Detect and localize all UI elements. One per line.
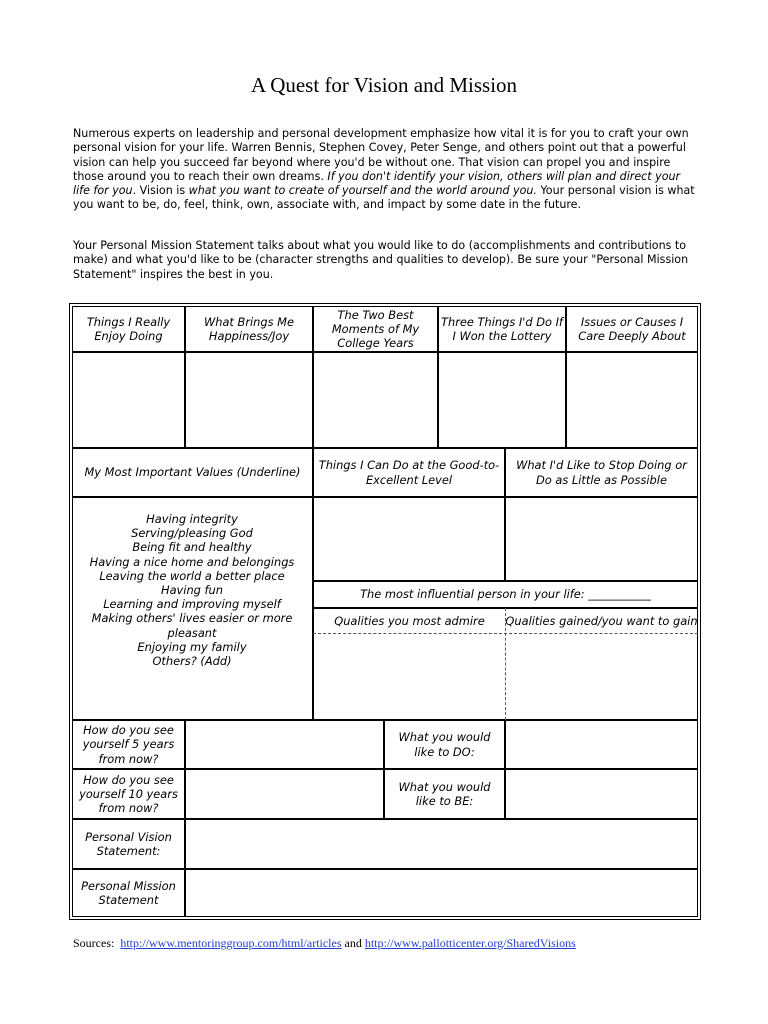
header-college-moments: The Two Best Moments of My College Years — [313, 306, 438, 352]
value-item: Making others' lives easier or more — [91, 611, 293, 626]
like-to-be-answer[interactable] — [505, 769, 698, 819]
like-to-do-label: What you would like to DO: — [384, 720, 505, 769]
value-item: Enjoying my family — [137, 639, 247, 654]
intro-text-b: . Vision is — [132, 184, 189, 198]
mission-statement-label: Personal Mission Statement — [72, 869, 185, 917]
sources-line — [73, 936, 576, 951]
vision-statement-label: Personal Vision Statement: — [72, 819, 185, 869]
qualities-admire-label: Qualities you most admire — [334, 613, 485, 628]
vision-statement-answer[interactable] — [185, 819, 698, 869]
intro-paragraph-vision — [73, 127, 697, 213]
value-item: Having a nice home and belongings — [89, 554, 295, 569]
sources-label: Sources: — [73, 936, 115, 950]
five-years-answer[interactable] — [185, 720, 384, 769]
intro-text-c: Your personal vision is what you want to be, do, feel, think, own, associate with, and impact by some date in the future. — [73, 184, 695, 212]
influential-person-line[interactable]: The most influential person in your life: ___________ — [313, 581, 698, 608]
value-item: Serving/pleasing God — [131, 526, 253, 541]
value-item: Having fun — [161, 583, 223, 598]
intro-text-a: Numerous experts on leadership and personal development emphasize how vital it is for you to craft your own personal vision for your life. Warren Bennis, Stephen Covey, Peter Senge, and others point out that a powerful vision can help you succeed far beyond where you'd be without one. That vision can propel you and inspire those around you to reach their own dreams. — [73, 127, 689, 183]
source-link-pallotti[interactable]: http://www.pallotticenter.org/SharedVisions — [364, 936, 576, 950]
header-good-level: Things I Can Do at the Good-to-Excellent Level — [313, 448, 505, 497]
answer-college-moments[interactable] — [313, 352, 438, 448]
ten-years-label: How do you see yourself 10 years from now? — [72, 769, 185, 819]
qualities-column-divider — [505, 608, 506, 720]
value-item: pleasant — [167, 625, 217, 640]
like-to-do-answer[interactable] — [505, 720, 698, 769]
five-years-label: How do you see yourself 5 years from now? — [72, 720, 185, 769]
answer-good-level[interactable] — [313, 497, 505, 581]
value-item: Learning and improving myself — [103, 597, 281, 612]
qualities-gained-label: Qualities gained/you want to gain — [505, 613, 698, 628]
sources-and: and — [344, 936, 362, 950]
intro-italic-a: If you don't identify your vision, others will plan and direct your life for you — [73, 169, 681, 198]
ten-years-answer[interactable] — [185, 769, 384, 819]
intro-italic-b: what you want to create of yourself and the world around you. — [188, 184, 537, 198]
header-causes: Issues or Causes I Care Deeply About — [566, 306, 698, 352]
header-lottery: Three Things I'd Do If I Won the Lottery — [438, 306, 566, 352]
answer-stop-doing[interactable] — [505, 497, 698, 581]
values-list — [72, 512, 312, 668]
value-item: Leaving the world a better place — [99, 568, 285, 583]
like-to-be-label: What you would like to BE: — [384, 769, 505, 819]
answer-causes[interactable] — [566, 352, 698, 448]
header-stop-doing: What I'd Like to Stop Doing or Do as Little as Possible — [505, 448, 698, 497]
value-item: Being fit and healthy — [132, 540, 252, 555]
answer-happiness[interactable] — [185, 352, 313, 448]
intro-paragraph-mission: Your Personal Mission Statement talks about what you would like to do (accomplishments and contributions to make) and what you'd like to be (character strengths and qualities to develop). Be sure your "Personal Mission Statement" inspires the best in you. — [73, 239, 689, 281]
value-item: Having integrity — [146, 512, 238, 526]
source-link-mentoring[interactable]: http://www.mentoringgroup.com/html/articles — [120, 936, 342, 950]
mission-statement-answer[interactable] — [185, 869, 698, 917]
value-item: Others? (Add) — [152, 654, 232, 669]
header-enjoy-doing: Things I Really Enjoy Doing — [72, 306, 185, 352]
page-title: A Quest for Vision and Mission — [250, 73, 518, 97]
answer-enjoy-doing[interactable] — [72, 352, 185, 448]
header-values: My Most Important Values (Underline) — [72, 448, 313, 497]
answer-lottery[interactable] — [438, 352, 566, 448]
header-happiness: What Brings Me Happiness/Joy — [185, 306, 313, 352]
